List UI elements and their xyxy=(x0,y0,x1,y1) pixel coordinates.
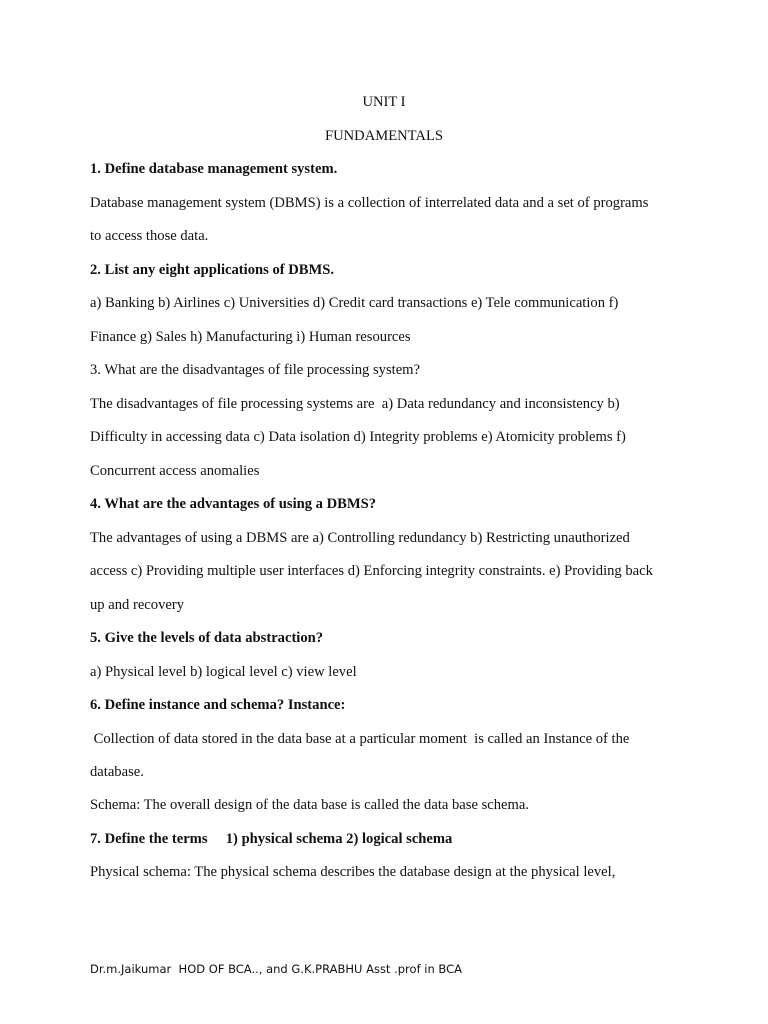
answer-4-line-1: The advantages of using a DBMS are a) Controlling redundancy b) Restricting unauthorized xyxy=(90,530,630,546)
answer-6-line-2: database. xyxy=(90,764,144,780)
question-5: 5. Give the levels of data abstraction? xyxy=(90,630,324,646)
answer-5: a) Physical level b) logical level c) view level xyxy=(90,664,357,680)
chapter-title: FUNDAMENTALS xyxy=(324,128,444,144)
question-4: 4. What are the advantages of using a DBMS? xyxy=(90,496,377,512)
answer-1-line-2: to access those data. xyxy=(90,228,209,244)
answer-1-line-1: Database management system (DBMS) is a collection of interrelated data and a set of programs xyxy=(90,195,649,211)
answer-7-line-1: Physical schema: The physical schema describes the database design at the physical level, xyxy=(90,864,616,880)
question-7: 7. Define the terms 1) physical schema 2) logical schema xyxy=(90,831,453,847)
answer-4-line-2: access c) Providing multiple user interfaces d) Enforcing integrity constraints. e) Providing back xyxy=(90,563,653,579)
answer-3-line-3: Concurrent access anomalies xyxy=(90,463,260,479)
answer-2-line-2: Finance g) Sales h) Manufacturing i) Human resources xyxy=(90,329,411,345)
answer-4-line-3: up and recovery xyxy=(90,597,185,613)
question-3: 3. What are the disadvantages of file processing system? xyxy=(90,362,421,378)
answer-6-line-1: Collection of data stored in the data base at a particular moment is called an Instance of the xyxy=(90,731,630,747)
answer-3-line-1: The disadvantages of file processing systems are a) Data redundancy and inconsistency b) xyxy=(90,396,620,412)
unit-heading: UNIT I xyxy=(362,94,406,110)
answer-3-line-2: Difficulty in accessing data c) Data isolation d) Integrity problems e) Atomicity problems f) xyxy=(90,429,626,445)
question-2: 2. List any eight applications of DBMS. xyxy=(90,262,335,278)
question-6: 6. Define instance and schema? Instance: xyxy=(90,697,346,713)
question-1: 1. Define database management system. xyxy=(90,161,338,177)
page-footer: Dr.m.Jaikumar HOD OF BCA.., and G.K.PRABHU Asst .prof in BCA xyxy=(90,962,462,976)
answer-2-line-1: a) Banking b) Airlines c) Universities d) Credit card transactions e) Tele communication f) xyxy=(90,295,619,311)
answer-6-line-3: Schema: The overall design of the data base is called the data base schema. xyxy=(90,797,529,813)
